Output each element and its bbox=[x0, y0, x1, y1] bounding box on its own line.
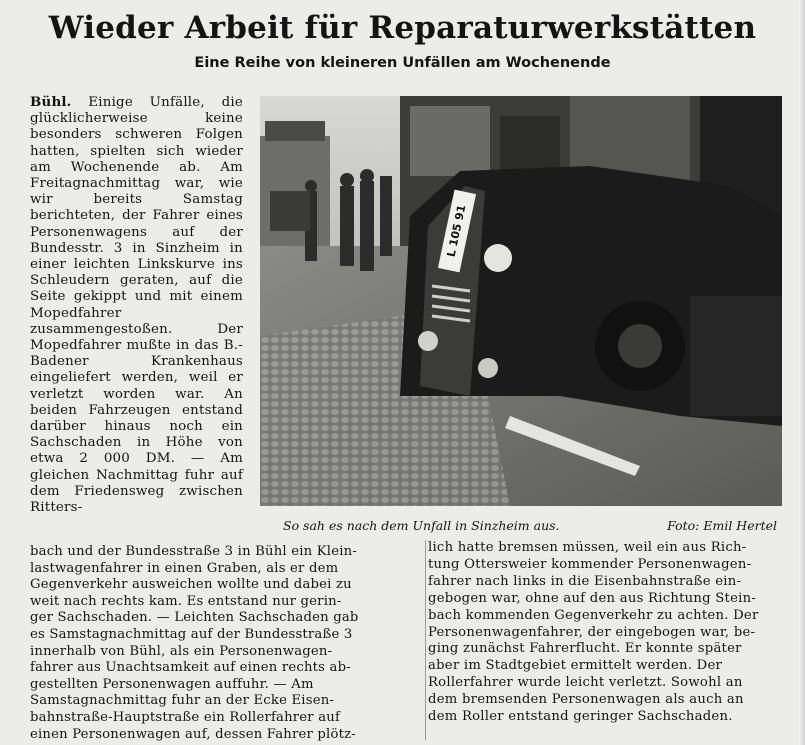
text-line: lich hatte bremsen müssen, weil ein aus Rich- bbox=[428, 540, 747, 555]
dateline: Bühl. bbox=[30, 94, 72, 110]
text-line: lastwagenfahrer in einen Graben, als er dem bbox=[30, 560, 339, 576]
text-line: Samstagnachmittag fuhr an der Ecke Eisen- bbox=[30, 693, 335, 709]
photo-credit: Foto: Emil Hertel bbox=[667, 518, 777, 533]
text-line: Gegenverkehr ausweichen wollte und dabei zu bbox=[30, 577, 352, 593]
license-plate: L 105 91 bbox=[444, 203, 469, 259]
subheadline: Eine Reihe von kleineren Unfällen am Wochenende bbox=[194, 55, 611, 71]
left-column-text: Einige Unfälle, die glücklicherweise keine besonders schweren Folgen hatten, spielten sich wieder am Wochenende ab. Am Freitagnachmittag war, wie wir bereits Samstag berichteten, der Fahrer eines Personenwagens auf der Bundesstr. 3 in Sinzheim in einer leichten Linkskurve ins Schleudern geraten, auf die Seite gekippt und mit einem Mopedfahrer zusammengestoßen. Der Mopedfahrer mußte in das B.-Badener Krankenhaus eingeliefert werden, weil er verletzt worden war. An beiden Fahrzeugen entstand darüber hinaus noch ein Sachschaden in Höhe von etwa 2 000 DM. — Am gleichen Nachmittag fuhr auf dem Friedensweg zwischen Ritters- bbox=[30, 95, 243, 516]
text-line: fahrer nach links in die Eisenbahnstraße ein- bbox=[428, 573, 742, 589]
text-line: gestellten Personenwagen auffuhr. — Am bbox=[30, 676, 314, 692]
text-line: ging zunächst Fahrerflucht. Er konnte später bbox=[428, 641, 742, 657]
headline: Wieder Arbeit für Reparaturwerkstätten bbox=[48, 10, 757, 46]
text-line: Personenwagenfahrer, der eingebogen war, be- bbox=[428, 624, 756, 640]
text-line: es Samstagnachmittag auf der Bundesstraße 3 bbox=[30, 626, 353, 642]
accident-photo-illustration bbox=[260, 96, 782, 506]
text-line: einen Personenwagen auf, dessen Fahrer plötz- bbox=[30, 726, 356, 742]
text-line: dem Roller entstand geringer Sachschaden. bbox=[428, 709, 733, 725]
column-divider bbox=[425, 540, 426, 740]
text-line: gebogen war, ohne auf den aus Richtung Stein- bbox=[428, 590, 757, 606]
left-column bbox=[30, 94, 243, 516]
bottom-right-column bbox=[428, 540, 778, 726]
text-line: aber im Stadtgebiet ermittelt werden. Der bbox=[428, 658, 723, 674]
photo-caption: So sah es nach dem Unfall in Sinzheim aus. bbox=[283, 518, 560, 533]
text-line: ger Sachschaden. — Leichten Sachschaden gab bbox=[30, 610, 359, 626]
accident-photo bbox=[260, 96, 782, 506]
text-line: bahnstraße-Hauptstraße ein Rollerfahrer auf bbox=[30, 709, 341, 725]
text-line: fahrer aus Unachtsamkeit auf einen rechts ab- bbox=[30, 660, 351, 676]
text-line: bach und der Bundesstraße 3 in Bühl ein Klein- bbox=[30, 544, 357, 559]
text-line: dem bremsenden Personenwagen als auch an bbox=[428, 692, 744, 708]
text-line: innerhalb von Bühl, als ein Personenwagen- bbox=[30, 643, 333, 659]
text-line: weit nach rechts kam. Es entstand nur gerin- bbox=[30, 593, 342, 609]
text-line: bach kommenden Gegenverkehr zu achten. Der bbox=[428, 607, 759, 623]
text-line: tung Ottersweier kommender Personenwagen- bbox=[428, 556, 752, 572]
text-line: Rollerfahrer wurde leicht verletzt. Sowohl an bbox=[428, 675, 743, 691]
bottom-left-column bbox=[30, 544, 420, 743]
page-edge bbox=[799, 0, 805, 745]
